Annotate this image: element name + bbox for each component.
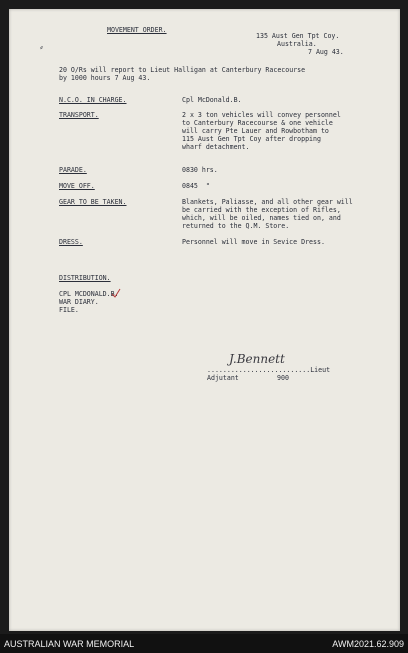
gear-line: which, will be oiled, names tied on, and — [182, 214, 341, 222]
intro-line-2: by 1000 hours 7 Aug 43. — [59, 74, 151, 82]
nco-value: Cpl McDonald.B. — [182, 96, 242, 104]
move-off-label: MOVE OFF. — [59, 182, 95, 190]
distribution-item: FILE. — [59, 306, 79, 314]
unit-line-2: Australia. — [277, 40, 317, 48]
gear-line: be carried with the exception of Rifles, — [182, 206, 341, 214]
move-off-value: 0845 " — [182, 182, 210, 190]
parade-label: PARADE. — [59, 166, 87, 174]
unit-line-1: 135 Aust Gen Tpt Coy. — [256, 32, 340, 40]
dress-value: Personnel will move in Sevice Dress. — [182, 238, 325, 246]
footer-accession: AWM2021.62.909 — [332, 639, 404, 649]
nco-label: N.C.O. IN CHARGE. — [59, 96, 127, 104]
distribution-label: DISTRIBUTION. — [59, 274, 111, 282]
transport-line: wharf detachment. — [182, 143, 250, 151]
signature-line: ..........................Lieut — [207, 366, 331, 374]
intro-line-1: 20 O/Rs will report to Lieut Halligan at Canterbury Racecourse — [59, 66, 306, 74]
tick-mark-icon — [111, 288, 121, 298]
transport-line: will carry Pte Lauer and Rowbotham to — [182, 127, 329, 135]
corner-mark: ⸗ — [40, 43, 43, 53]
gear-label: GEAR TO BE TAKEN. — [59, 198, 127, 206]
document-page — [9, 9, 400, 631]
transport-line: 2 x 3 ton vehicles will convey personnel — [182, 111, 341, 119]
unit-date: 7 Aug 43. — [308, 48, 344, 56]
distribution-item: WAR DIARY. — [59, 298, 99, 306]
gear-line: returned to the Q.M. Store. — [182, 222, 290, 230]
adjutant-label: Adjutant — [207, 374, 239, 382]
signature: J.Bennett — [229, 352, 285, 366]
adjutant-unit: 900 — [277, 374, 289, 382]
footer-bar — [0, 634, 408, 653]
transport-line: 115 Aust Gen Tpt Coy after dropping — [182, 135, 321, 143]
parade-value: 0830 hrs. — [182, 166, 218, 174]
footer-institution: AUSTRALIAN WAR MEMORIAL — [4, 639, 135, 649]
gear-line: Blankets, Paliasse, and all other gear will — [182, 198, 353, 206]
transport-label: TRANSPORT. — [59, 111, 99, 119]
dress-label: DRESS. — [59, 238, 83, 246]
document-title: MOVEMENT ORDER. — [107, 26, 167, 34]
transport-line: to Canterbury Racecourse & one vehicle — [182, 119, 333, 127]
distribution-item: CPL MCDONALD.B. — [59, 290, 119, 298]
